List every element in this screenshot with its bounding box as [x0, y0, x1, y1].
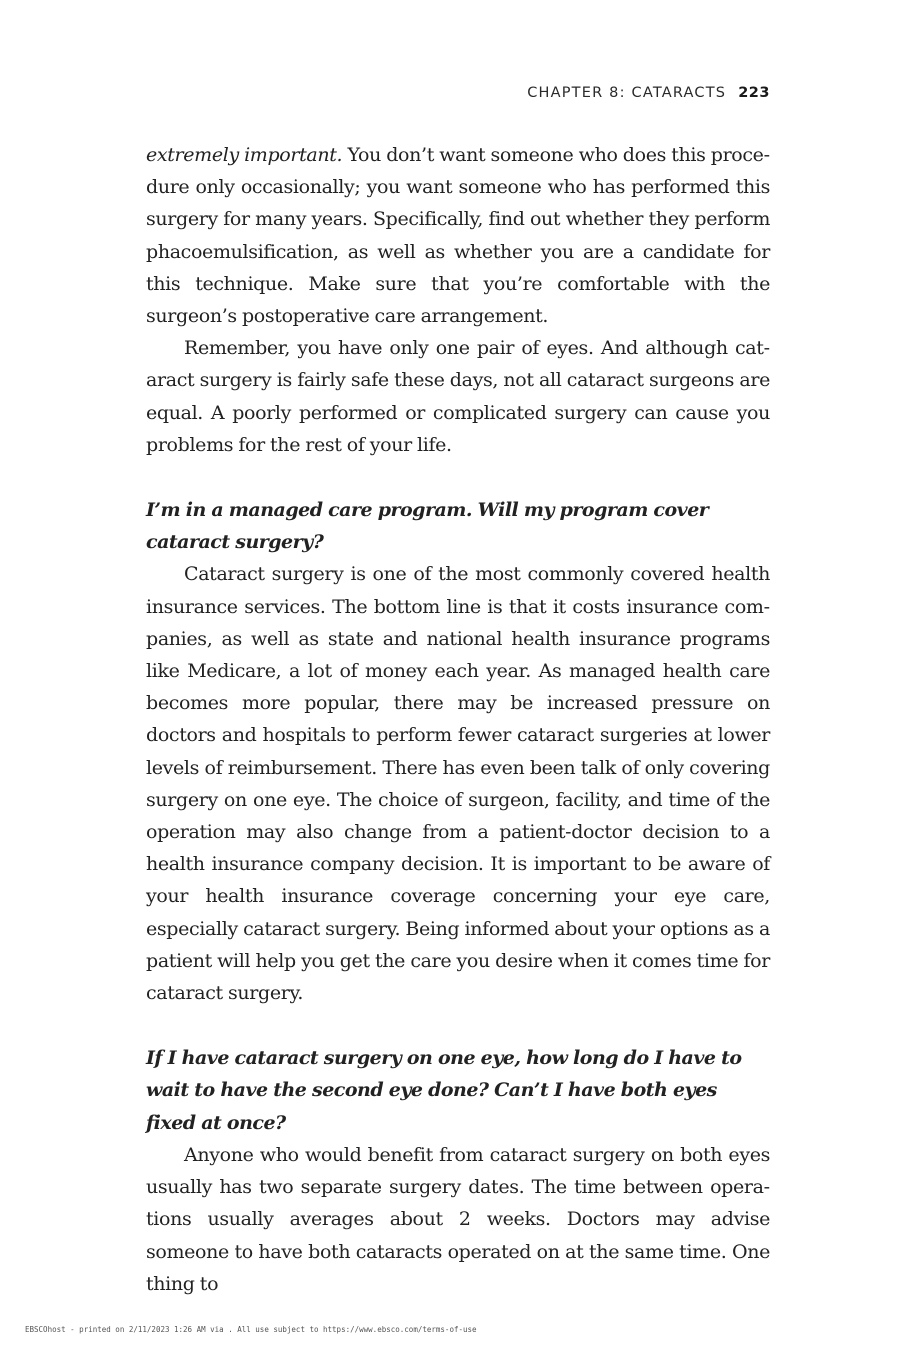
print-footer: EBSCOhost - printed on 2/11/2023 1:26 AM via . All use subject to https://www.ebsco.com/terms-of-use — [25, 1325, 477, 1334]
emphasis-text: extremely important. — [146, 144, 343, 166]
paragraph-continued — [146, 139, 770, 332]
paragraph-text: You don’t want someone who does this procedure only occasionally; you want someone who has performed this surgery for many years. Specifically, find out whether they perform phacoemulsification, as well as whether you are a candidate for this technique. Make sure that you’re comfortable with the surgeon’s postoperative care arrangement. — [146, 144, 771, 328]
paragraph: Anyone who would benefit from cataract surgery on both eyes usually has two separate surgery dates. The time between operations usually averages about 2 weeks. Doctors may advise someone to have both cataracts operated on at the same time. One thing to — [146, 1143, 770, 1295]
page-number: 223 — [738, 85, 770, 101]
chapter-title: CHAPTER 8: CATARACTS — [527, 85, 727, 101]
running-head — [527, 85, 770, 101]
paragraph: Cataract surgery is one of the most commonly covered health insurance services. The bottom line is that it costs insurance companies, as well as state and national health insurance programs like Medicare, a lot of money each year. As managed health care becomes more popular, there may be increased pressure on doctors and hospitals to perform fewer cataract surgeries at lower levels of reimbursement. There has even been talk of only covering surgery on one eye. The choice of surgeon, facility, and time of the operation may also change from a patient-doctor decision to a health insurance company decision. It is important to be aware of your health insurance coverage concerning your eye care, especially cataract surgery. Being informed about your options as a patient will help you get the care you desire when it comes time for cataract surgery. — [146, 563, 770, 1005]
question-heading: I’m in a managed care program. Will my program cover cataract surgery? — [146, 499, 709, 554]
body-text — [146, 139, 770, 1300]
paragraph: Remember, you have only one pair of eyes. And although cataract surgery is fairly safe these days, not all cataract surgeons are equal. A poorly performed or complicated surgery can cause you problems for the rest of your life. — [146, 337, 770, 456]
question-heading: If I have cataract surgery on one eye, how long do I have to wait to have the second eye done? Can’t I have both eyes fixed at once? — [146, 1047, 742, 1134]
